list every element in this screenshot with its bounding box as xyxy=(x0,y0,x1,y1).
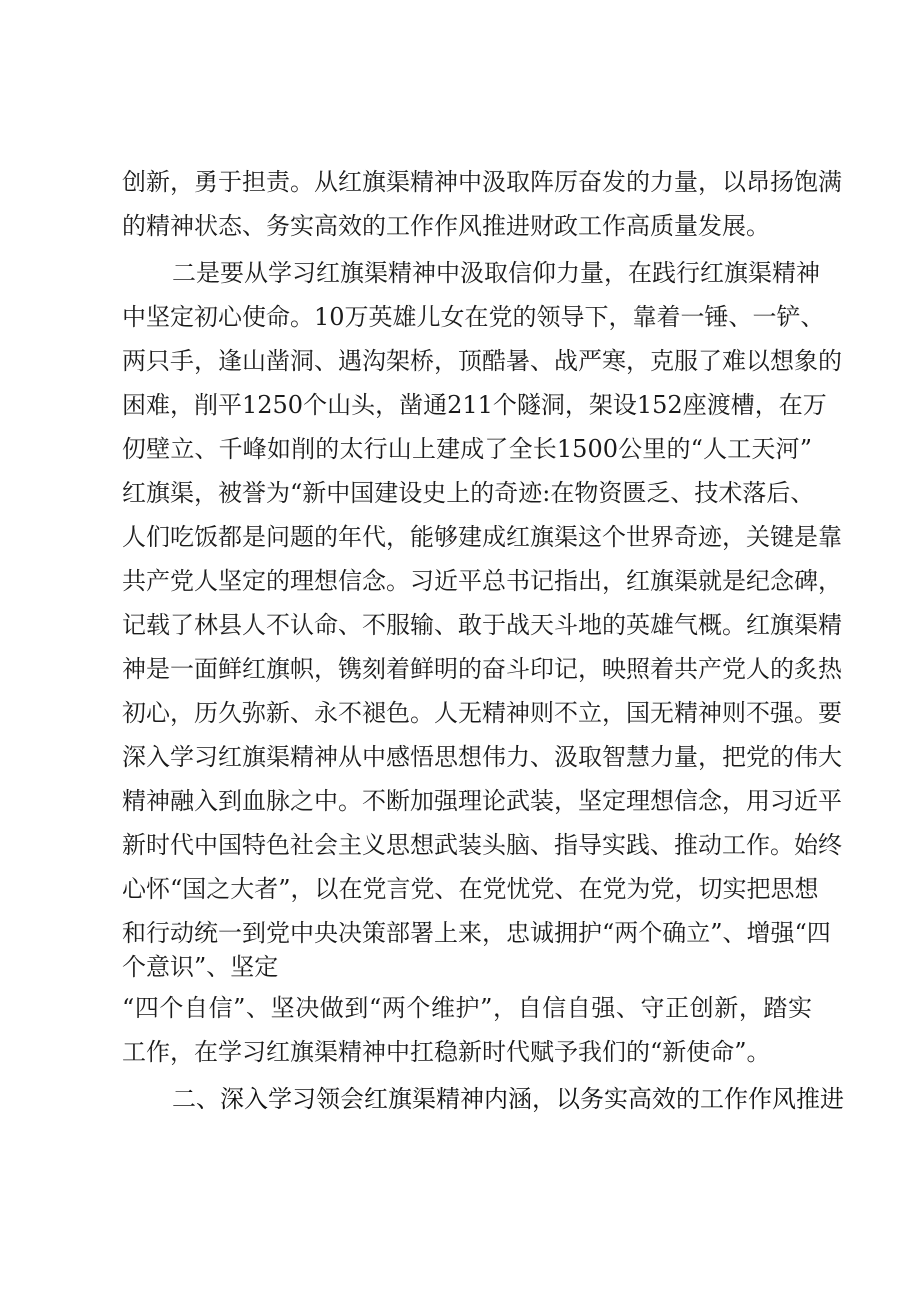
text-line: 两只手，逢山凿洞、遇沟架桥，顶酷暑、战严寒，克服了难以想象的 xyxy=(122,347,842,375)
text-line: 深入学习红旗渠精神从中感悟思想伟力、汲取智慧力量，把党的伟大 xyxy=(122,743,842,771)
text-line: 和行动统一到党中央决策部署上来，忠诚拥护“两个确立”、增强“四 xyxy=(122,919,831,947)
text-line: 二是要从学习红旗渠精神中汲取信仰力量，在践行红旗渠精神 xyxy=(172,259,820,287)
text-line: 个意识”、坚定 xyxy=(122,953,279,981)
text-line: 仞壁立、千峰如削的太行山上建成了全长1500公里的“人工天河” xyxy=(122,435,812,463)
text-line: “四个自信”、坚决做到“两个维护”，自信自强、守正创新，踏实 xyxy=(122,994,812,1022)
text-line: 共产党人坚定的理想信念。习近平总书记指出，红旗渠就是纪念碑， xyxy=(122,567,842,595)
text-line: 人们吃饭都是问题的年代，能够建成红旗渠这个世界奇迹，关键是靠 xyxy=(122,523,842,551)
text-line: 困难，削平1250个山头，凿通211个隧洞，架设152座渡槽，在万 xyxy=(122,391,827,419)
text-line: 心怀“国之大者”，以在党言党、在党忧党、在党为党，切实把思想 xyxy=(122,875,819,903)
text-line: 记载了林县人不认命、不服输、敢于战天斗地的英雄气概。红旗渠精 xyxy=(122,611,842,639)
text-line: 创新，勇于担责。从红旗渠精神中汲取阵厉奋发的力量，以昂扬饱满 xyxy=(122,168,842,196)
text-line: 新时代中国特色社会主义思想武装头脑、指导实践、推动工作。始终 xyxy=(122,831,842,859)
text-line: 精神融入到血脉之中。不断加强理论武装，坚定理想信念，用习近平 xyxy=(122,787,842,815)
text-line: 中坚定初心使命。10万英雄儿女在党的领导下，靠着一锤、一铲、 xyxy=(122,303,825,331)
text-line: 初心，历久弥新、永不褪色。人无精神则不立，国无精神则不强。要 xyxy=(122,699,842,727)
text-line: 神是一面鲜红旗帜，镌刻着鲜明的奋斗印记，映照着共产党人的炙热 xyxy=(122,655,842,683)
text-line: 工作，在学习红旗渠精神中扛稳新时代赋予我们的“新使命”。 xyxy=(122,1038,771,1066)
text-line: 红旗渠，被誉为“新中国建设史上的奇迹:在物资匮乏、技术落后、 xyxy=(122,479,815,507)
text-line: 的精神状态、务实高效的工作作风推进财政工作高质量发展。 xyxy=(122,212,770,240)
section-heading: 二、深入学习领会红旗渠精神内涵，以务实高效的工作作风推进 xyxy=(172,1085,844,1113)
